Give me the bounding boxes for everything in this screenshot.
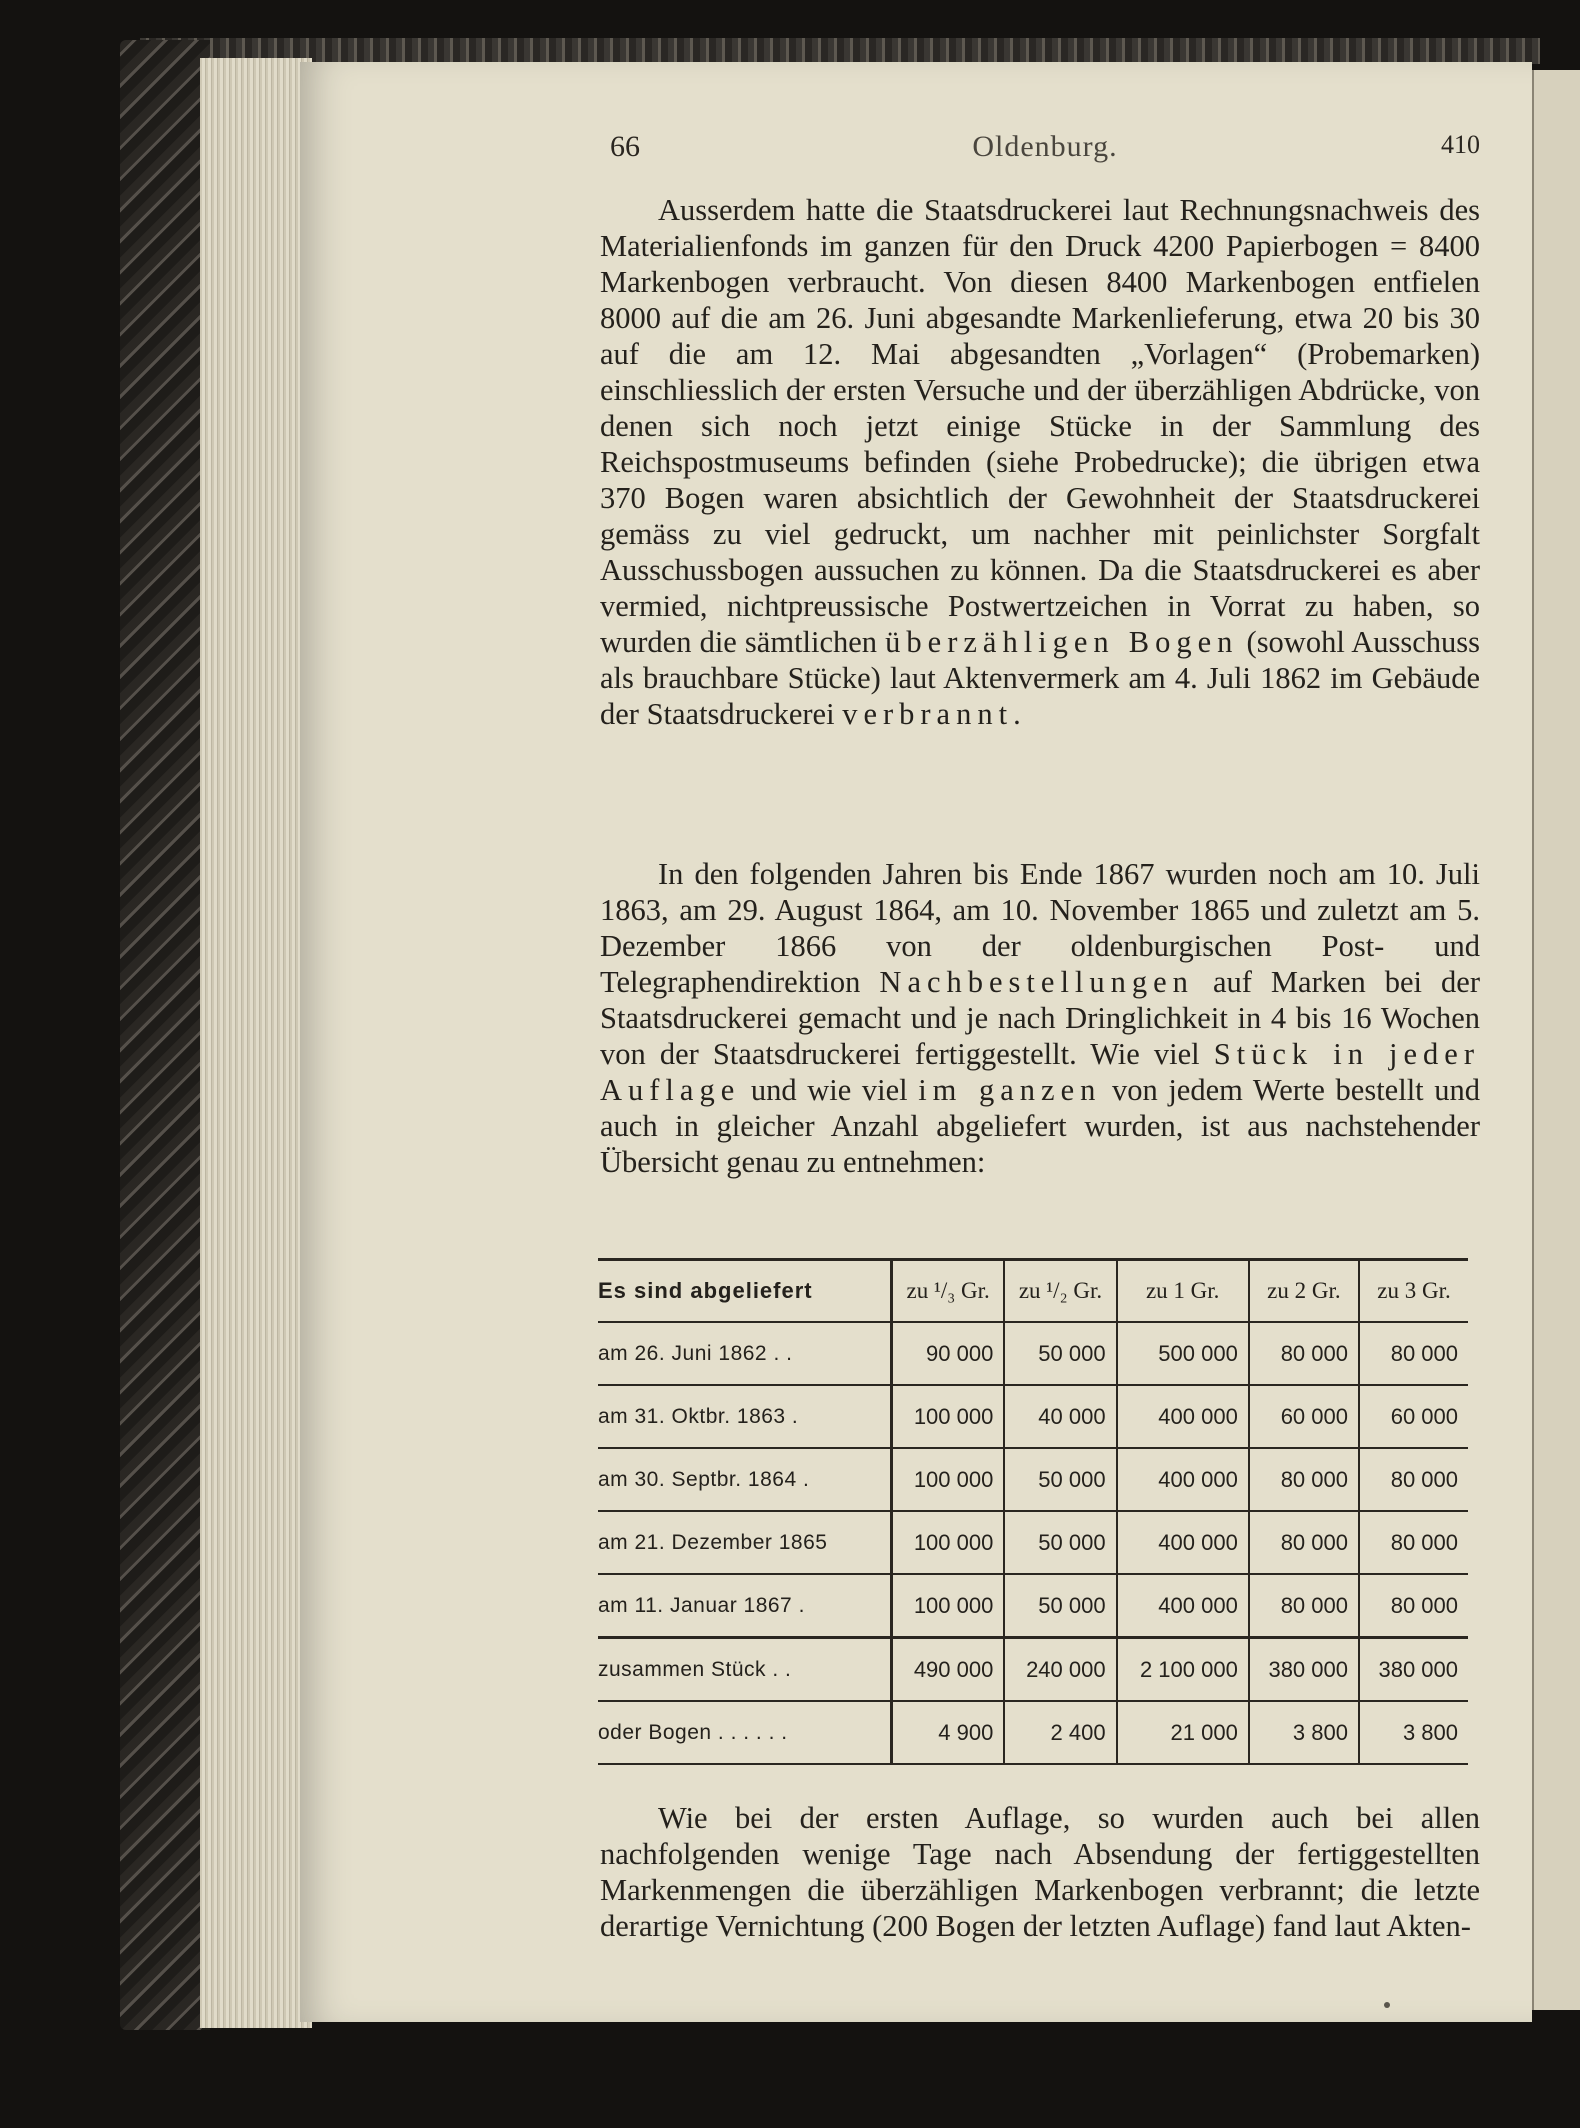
spaced-emphasis: Stück in jeder Auflage — [600, 1037, 1480, 1107]
table-cell: 50 000 — [1004, 1574, 1116, 1638]
table-cell: 21 000 — [1117, 1701, 1249, 1764]
paragraph-1-text-cont: (sowohl Ausschuss als brauchbare Stücke) laut Aktenvermerk am 4. Juli 1862 im Gebäude der Staatsdruckerei — [600, 625, 1481, 731]
table-cell: 100 000 — [892, 1511, 1005, 1574]
paragraph-2-text-cont: und wie viel — [750, 1073, 908, 1107]
table-cell: 380 000 — [1359, 1638, 1468, 1702]
table-cell: 80 000 — [1359, 1322, 1468, 1385]
column-header: zu ¹/₂ Gr. — [1004, 1260, 1116, 1323]
row-label: am 26. Juni 1862 . . — [598, 1322, 892, 1385]
facing-page-edge — [1532, 70, 1580, 2010]
spaced-emphasis: verbrannt. — [842, 697, 1027, 731]
table-cell: 90 000 — [892, 1322, 1005, 1385]
column-header: zu 2 Gr. — [1249, 1260, 1359, 1323]
paragraph-1-text: Ausserdem hatte die Staatsdruckerei laut Rechnungsnachweis des Materialienfonds im ganzen für den Druck 4200 Papierbogen = 8400 Markenbogen verbraucht. Von diesen 8400 Markenbogen entfielen 8000 auf die am 26. Juni abgesandte Markenlieferung, etwa 20 bis 30 auf die am 12. Mai abgesandten „Vorlagen“ (Probemarken) einschliesslich der ersten Versuche und der überzähligen Abdrücke, von denen sich noch jetzt einige Stücke in der Sammlung des Reichspostmuseums befinden (siehe Probedrucke); die übrigen etwa 370 Bogen waren absichtlich der Gewohnheit der Staatsdruckerei gemäss zu viel gedruckt, um nachher mit peinlichster Sorgfalt Ausschussbogen aussuchen zu können. Da die Staatsdruckerei es aber vermied, nichtpreussische Postwertzeichen in Vorrat zu haben, so wurden die sämtlichen — [600, 193, 1480, 659]
paragraph-3 — [600, 1800, 1480, 1944]
row-label: am 11. Januar 1867 . — [598, 1574, 892, 1638]
table-cell: 50 000 — [1004, 1511, 1116, 1574]
column-header: Es sind abgeliefert — [598, 1260, 892, 1323]
paragraph-2 — [600, 856, 1480, 1180]
table-row — [598, 1448, 1468, 1511]
table-cell: 80 000 — [1359, 1448, 1468, 1511]
table-cell: 400 000 — [1117, 1448, 1249, 1511]
row-label: oder Bogen . . . . . . — [598, 1701, 892, 1764]
table-cell: 2 400 — [1004, 1701, 1116, 1764]
spaced-emphasis: überzähligen Bogen — [885, 625, 1239, 659]
paragraph-3-text: Wie bei der ersten Auflage, so wurden auch bei allen nachfolgenden wenige Tage nach Absendung der fertiggestellten Markenmengen die überzähligen Markenbogen verbrannt; die letzte derartige Vernichtung (200 Bogen der letzten Auflage) fand laut Akten- — [600, 1801, 1480, 1943]
table-cell: 80 000 — [1359, 1574, 1468, 1638]
table-cell: 80 000 — [1359, 1511, 1468, 1574]
running-title: Oldenburg. — [972, 130, 1118, 163]
table-cell: 60 000 — [1359, 1385, 1468, 1448]
table-row — [598, 1574, 1468, 1638]
table-cell: 400 000 — [1117, 1385, 1249, 1448]
table-cell: 100 000 — [892, 1448, 1005, 1511]
table-row — [598, 1511, 1468, 1574]
column-header: zu ¹/₃ Gr. — [892, 1260, 1005, 1323]
paragraph-2-text-cont: von jedem Werte bestellt und auch in gleicher Anzahl abgeliefert wurden, ist aus nachstehender Übersicht genau zu entnehmen: — [600, 1073, 1480, 1179]
row-label: am 31. Oktbr. 1863 . — [598, 1385, 892, 1448]
table-cell: 80 000 — [1249, 1448, 1359, 1511]
book-cover-top-edge — [140, 38, 1540, 64]
table-row — [598, 1322, 1468, 1385]
table-cell: 490 000 — [892, 1638, 1005, 1702]
paragraph-2-text-cont: auf Marken bei der Staatsdruckerei gemacht und je nach Dringlichkeit in 4 bis 16 Wochen von der Staatsdruckerei fertiggestellt. Wie viel — [600, 965, 1480, 1071]
reference-number: 410 — [1441, 130, 1480, 159]
page-edges — [200, 58, 312, 2028]
table-cell: 3 800 — [1359, 1701, 1468, 1764]
table-cell: 100 000 — [892, 1385, 1005, 1448]
page-number: 66 — [610, 130, 640, 163]
table-cell: 380 000 — [1249, 1638, 1359, 1702]
table-cell: 3 800 — [1249, 1701, 1359, 1764]
table-cell: 60 000 — [1249, 1385, 1359, 1448]
table-cell: 400 000 — [1117, 1511, 1249, 1574]
table-cell: 500 000 — [1117, 1322, 1249, 1385]
table-row — [598, 1701, 1468, 1764]
row-label: am 30. Septbr. 1864 . — [598, 1448, 892, 1511]
table-cell: 100 000 — [892, 1574, 1005, 1638]
table-cell: 2 100 000 — [1117, 1638, 1249, 1702]
row-label: am 21. Dezember 1865 — [598, 1511, 892, 1574]
table-cell: 4 900 — [892, 1701, 1005, 1764]
paragraph-2-text: In den folgenden Jahren bis Ende 1867 wurden noch am 10. Juli 1863, am 29. August 1864, am 10. November 1865 und zuletzt am 5. Dezember 1866 von der oldenburgischen Post- und Telegraphendirektion — [600, 857, 1480, 999]
table-cell: 80 000 — [1249, 1574, 1359, 1638]
row-label: zusammen Stück . . — [598, 1638, 892, 1702]
table-row — [598, 1385, 1468, 1448]
table-cell: 80 000 — [1249, 1511, 1359, 1574]
table-cell: 40 000 — [1004, 1385, 1116, 1448]
table-header-row — [598, 1260, 1468, 1323]
delivery-table — [598, 1258, 1468, 1765]
marbled-book-cover — [120, 40, 210, 2030]
page-header — [610, 130, 1480, 174]
table-cell: 80 000 — [1249, 1322, 1359, 1385]
table-cell: 50 000 — [1004, 1322, 1116, 1385]
spaced-emphasis: im ganzen — [918, 1073, 1102, 1107]
column-header: zu 1 Gr. — [1117, 1260, 1249, 1323]
spaced-emphasis: Nachbestellungen — [879, 965, 1194, 999]
table-cell: 240 000 — [1004, 1638, 1116, 1702]
table-total-row — [598, 1638, 1468, 1702]
ink-speck — [1384, 2002, 1390, 2008]
table-cell: 400 000 — [1117, 1574, 1249, 1638]
table-cell: 50 000 — [1004, 1448, 1116, 1511]
column-header: zu 3 Gr. — [1359, 1260, 1468, 1323]
paragraph-1 — [600, 192, 1480, 732]
